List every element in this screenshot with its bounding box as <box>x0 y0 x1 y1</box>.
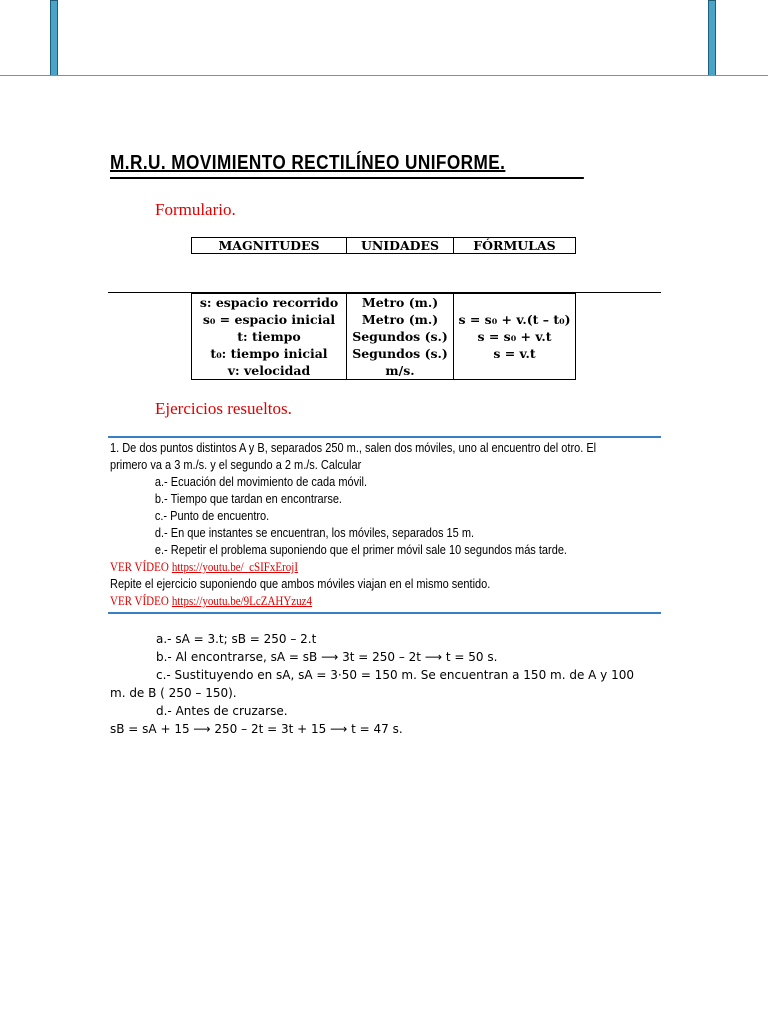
right-margin-bar <box>708 0 716 76</box>
magnitude-item: s₀ = espacio inicial <box>202 312 336 327</box>
unidades-cell <box>347 294 454 380</box>
unit-item: Metro (m.) <box>361 312 439 327</box>
exercise-item: c.- Punto de encuentro. <box>154 509 270 523</box>
page-title: M.R.U. MOVIMIENTO RECTILÍNEO UNIFORME. <box>110 152 584 179</box>
solution-a: a.- sA = 3.t; sB = 250 – 2.t <box>156 632 317 646</box>
solution-d-equation: sB = sA + 15 ⟶ 250 – 2t = 3t + 15 ⟶ t = 47 s. <box>110 722 403 736</box>
video-label: VER VÍDEO <box>110 560 169 574</box>
formulas-cell <box>454 294 576 380</box>
video-link[interactable]: https://youtu.be/9LcZAHYzuz4 <box>171 594 313 608</box>
exercise-bottom-line <box>108 612 661 614</box>
video-line-2 <box>110 593 596 610</box>
header-formulas: FÓRMULAS <box>454 238 576 254</box>
solution-b: b.- Al encontrarse, sA = sB ⟶ 3t = 250 – 2t ⟶ t = 50 s. <box>156 650 498 664</box>
unit-item: Metro (m.) <box>361 295 439 310</box>
formula-item: s = v.t <box>493 346 536 361</box>
ejercicios-heading: Ejercicios resueltos. <box>155 399 292 418</box>
exercise-item: d.- En que instantes se encuentran, los móviles, separados 15 m. <box>154 526 475 540</box>
exercise-item: b.- Tiempo que tardan en encontrarse. <box>154 492 343 506</box>
exercise-intro: 1. De dos puntos distintos A y B, separados 250 m., salen dos móviles, uno al encuentro del otro. El <box>110 441 597 455</box>
magnitudes-cell <box>192 294 347 380</box>
magnitude-item: s: espacio recorrido <box>199 295 339 310</box>
solution-c-cont: m. de B ( 250 – 150). <box>110 686 237 700</box>
exercise-item: a.- Ecuación del movimiento de cada móvil. <box>154 475 368 489</box>
formula-table-body <box>191 293 576 380</box>
video-label: VER VÍDEO <box>110 594 169 608</box>
exercise-top-line <box>108 436 661 438</box>
solution-block <box>110 630 634 738</box>
exercise-intro: primero va a 3 m./s. y el segundo a 2 m./s. Calcular <box>110 458 362 472</box>
left-margin-bar <box>50 0 58 76</box>
video-link[interactable]: https://youtu.be/_cSIFxErojI <box>171 560 299 574</box>
repeat-text: Repite el ejercicio suponiendo que ambos móviles viajan en el mismo sentido. <box>110 577 491 591</box>
video-line-1 <box>110 559 596 576</box>
unit-item: m/s. <box>385 363 415 378</box>
header-unidades: UNIDADES <box>347 238 454 254</box>
magnitude-item: t₀: tiempo inicial <box>210 346 328 361</box>
magnitude-item: t: tiempo <box>237 329 301 344</box>
magnitude-item: v: velocidad <box>227 363 311 378</box>
solution-c: c.- Sustituyendo en sA, sA = 3·50 = 150 m. Se encuentran a 150 m. de A y 100 <box>156 668 634 682</box>
formula-table-header <box>191 237 576 254</box>
formulario-heading: Formulario. <box>155 200 236 219</box>
exercise-item: e.- Repetir el problema suponiendo que el primer móvil sale 10 segundos más tarde. <box>154 543 567 557</box>
exercise-block <box>110 440 596 610</box>
formula-item: s = s₀ + v.t <box>477 329 552 344</box>
header-magnitudes: MAGNITUDES <box>192 238 347 254</box>
header-line <box>0 75 768 76</box>
unit-item: Segundos (s.) <box>352 346 448 361</box>
unit-item: Segundos (s.) <box>352 329 448 344</box>
formula-item: s = s₀ + v.(t – t₀) <box>458 312 571 327</box>
solution-d: d.- Antes de cruzarse. <box>156 704 288 718</box>
